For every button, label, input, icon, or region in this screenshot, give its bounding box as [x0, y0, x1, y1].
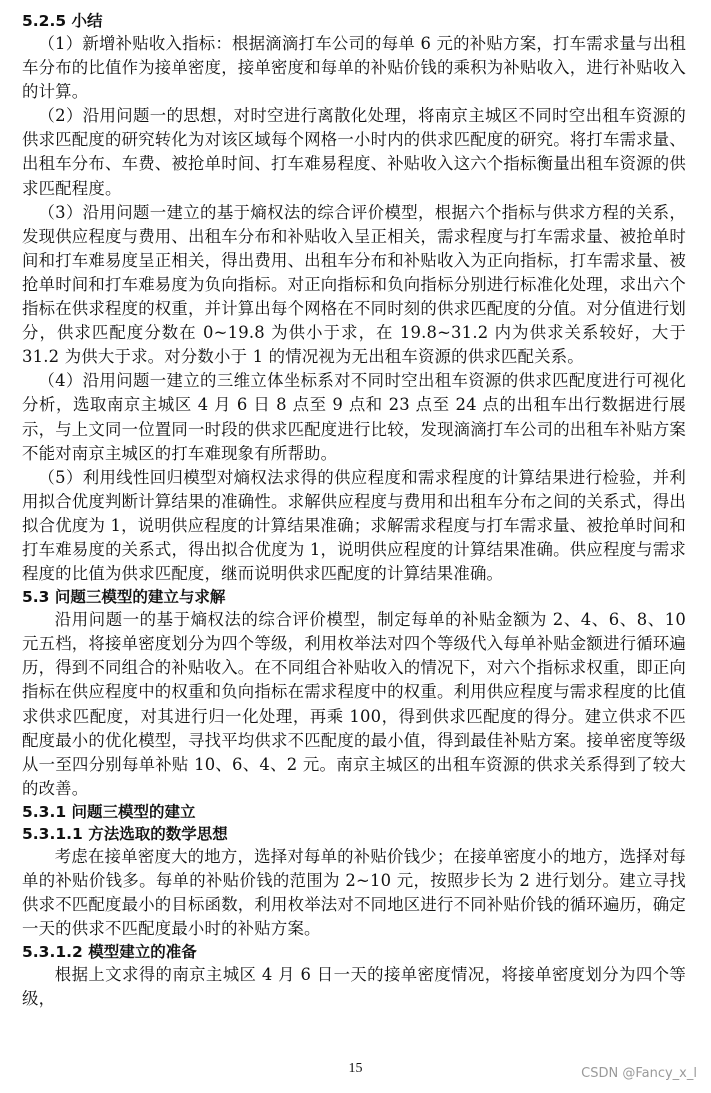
heading-5-3-1: 5.3.1 问题三模型的建立	[22, 802, 196, 821]
heading-5-3-1-2: 5.3.1.2 模型建立的准备	[22, 943, 197, 962]
paragraph-summary-1: （1）新增补贴收入指标：根据滴滴打车公司的每单 6 元的补贴方案，打车需求量与出租车分布的比值作为接单密度，接单密度和每单的补贴价钱的乘积为补贴收入，进行补贴收入的计算。	[22, 34, 686, 102]
heading-5-3: 5.3 问题三模型的建立与求解	[22, 588, 226, 607]
document-body	[22, 10, 686, 1011]
heading-5-3-1-1: 5.3.1.1 方法选取的数学思想	[22, 824, 228, 843]
heading-5-2-5: 5.2.5 小结	[22, 12, 103, 30]
paragraph-problem3-overview: 沿用问题一的基于熵权法的综合评价模型，制定每单的补贴金额为 2、4、6、8、10 元五档，将接单密度划分为四个等级，利用枚举法对四个等级代入每单补贴金额进行循环遍历，得到不同组合的补贴收入。在不同组合补贴收入的情况下，对六个指标求权重，即正向指标在供应程度中的权重和负向指标在需求程度中的权重。利用供应程度与需求程度的比值求供求匹配度，对其进行归一化处理，再乘 100，得到供求匹配度的得分。建立供求不匹配度最小的优化模型，寻找平均供求不匹配度的最小值，得到最佳补贴方案。接单密度等级从一至四分别每单补贴 10、6、4、2 元。南京主城区的出租车资源的供求关系得到了较大的改善。	[22, 610, 686, 798]
page-number: 15	[348, 1061, 363, 1076]
paragraph-method-idea: 考虑在接单密度大的地方，选择对每单的补贴价钱少；在接单密度小的地方，选择对每单的补贴价钱多。每单的补贴价钱的范围为 2~10 元，按照步长为 2 进行划分。建立寻找供求不匹配度最小的目标函数，利用枚举法对不同地区进行不同补贴价钱的循环遍历，确定一天的供求不匹配度最小时的补贴方案。	[22, 846, 686, 939]
paragraph-model-prep: 根据上文求得的南京主城区 4 月 6 日一天的接单密度情况，将接单密度划分为四个等级，	[22, 965, 686, 1009]
paragraph-summary-4: （4）沿用问题一建立的三维立体坐标系对不同时空出租车资源的供求匹配度进行可视化分析，选取南京主城区 4 月 6 日 8 点至 9 点和 23 点至 24 点的出租车出行数据进行展示，与上文同一位置同一时段的供求匹配度进行比较，发现滴滴打车公司的出租车补贴方案不能对南京主城区的打车难现象有所帮助。	[22, 371, 686, 463]
paragraph-summary-3: （3）沿用问题一建立的基于熵权法的综合评价模型，根据六个指标与供求方程的关系，发现供应程度与费用、出租车分布和补贴收入呈正相关，需求程度与打车需求量、被抢单时间和打车难易度呈正相关，得出费用、出租车分布和补贴收入为正向指标，打车需求量、被抢单时间和打车难易度为负向指标。对正向指标和负向指标分别进行标准化处理，求出六个指标在供求程度的权重，并计算出每个网格在不同时刻的供求匹配度的分值。对分值进行划分，供求匹配度分数在 0~19.8 为供小于求，在 19.8~31.2 内为供求关系较好，大于 31.2 为供大于求。对分数小于 1 的情况视为无出租车资源的供求匹配关系。	[22, 202, 686, 367]
paragraph-summary-5: （5）利用线性回归模型对熵权法求得的供应程度和需求程度的计算结果进行检验，并利用拟合优度判断计算结果的准确性。求解供应程度与费用和出租车分布之间的关系式，得出拟合优度为 1，说明供应程度的计算结果准确；求解需求程度与打车需求量、被抢单时间和打车难易度的关系式，得出拟合优度为 1，说明供应程度的计算结果准确。供应程度与需求程度的比值为供求匹配度，继而说明供求匹配度的计算结果准确。	[22, 467, 686, 584]
csdn-watermark: CSDN @Fancy_x_l	[581, 1066, 697, 1081]
paragraph-summary-2: （2）沿用问题一的思想，对时空进行离散化处理，将南京主城区不同时空出租车资源的供求匹配度的研究转化为对该区域每个网格一小时内的供求匹配度的研究。将打车需求量、出租车分布、车费、被抢单时间、打车难易程度、补贴收入这六个指标衡量出租车资源的供求匹配程度。	[22, 106, 686, 198]
